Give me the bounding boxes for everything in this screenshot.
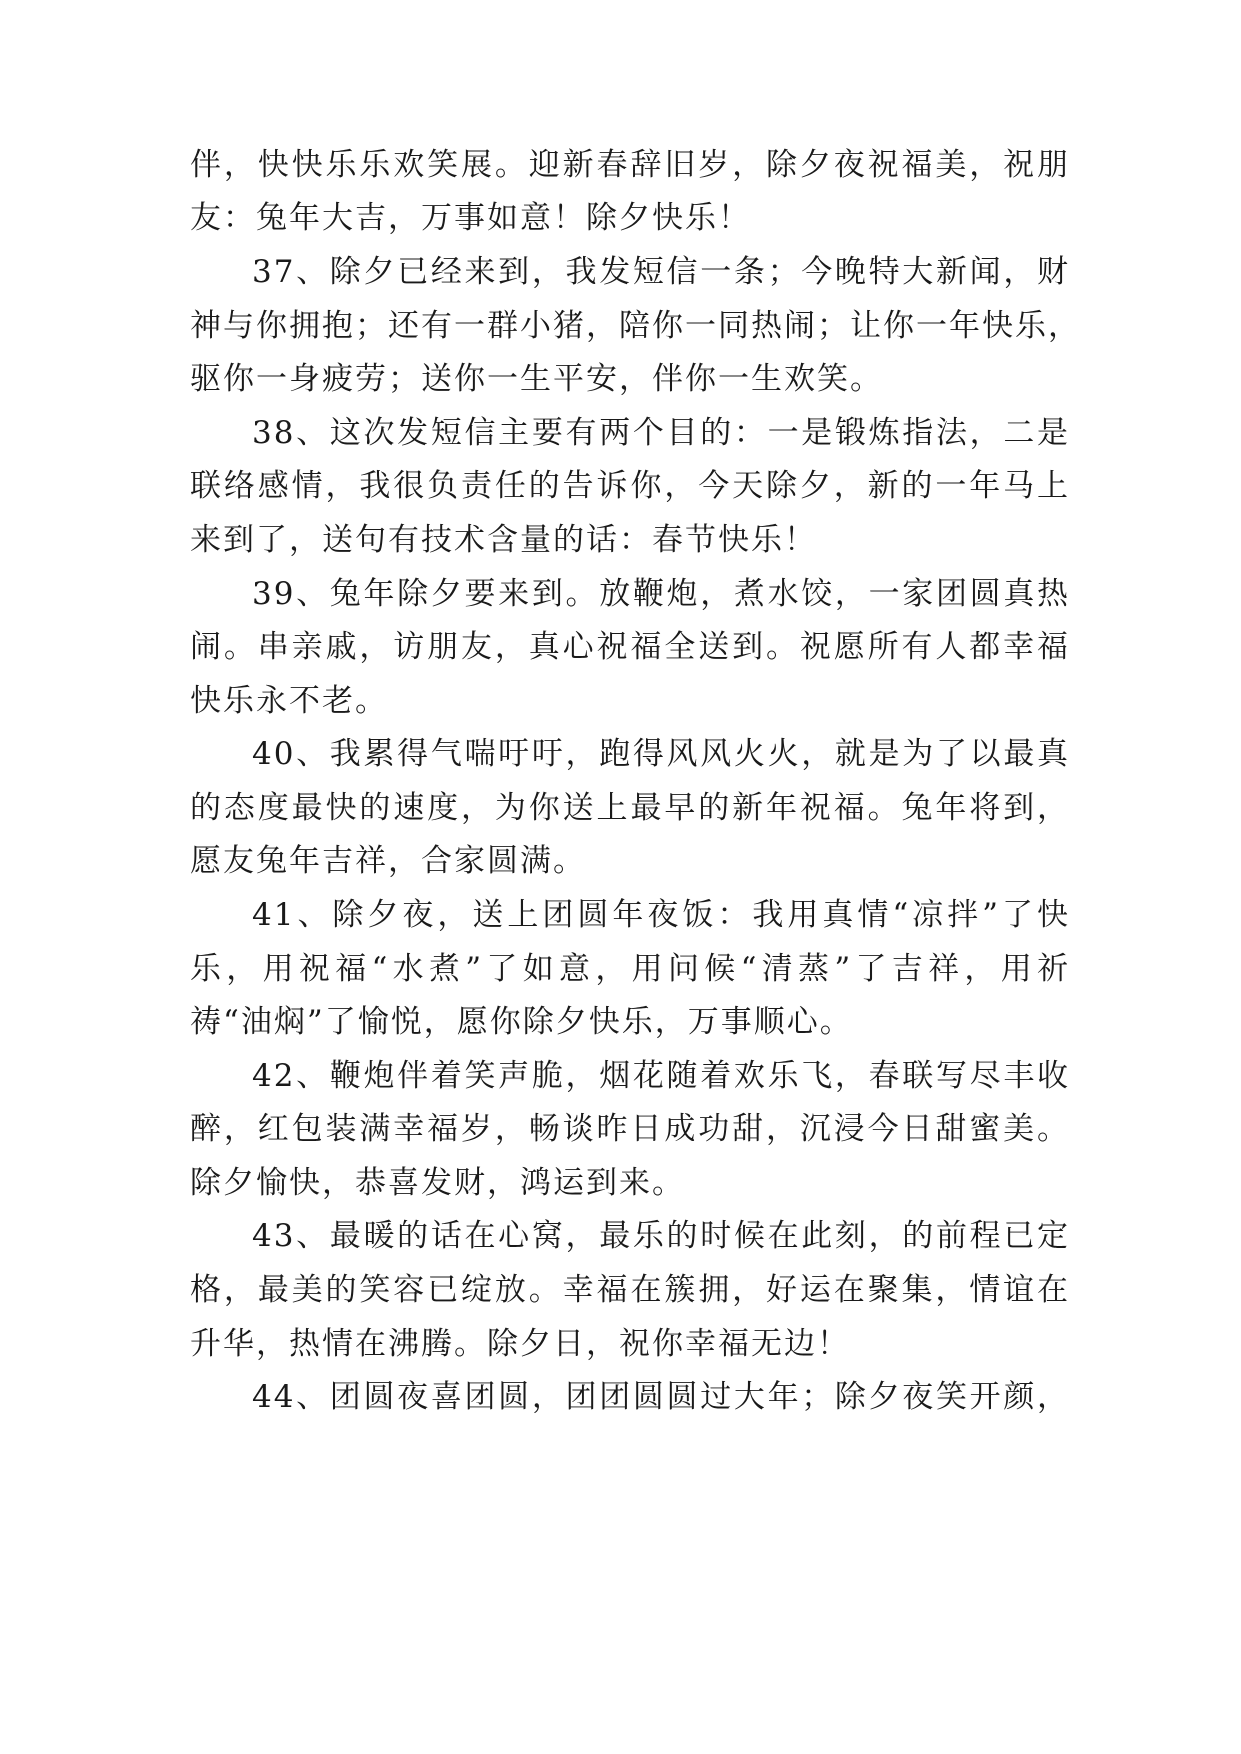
paragraph-start-41: 41、除夕夜，送上团圆年夜饭：我用真情“凉拌”了快	[252, 897, 1070, 933]
text-line: 快乐永不老。	[190, 683, 388, 719]
paragraph-start-39: 39、兔年除夕要来到。放鞭炮，煮水饺，一家团圆真热	[252, 576, 1070, 612]
paragraph-start-40: 40、我累得气喘吁吁，跑得风风火火，就是为了以最真	[252, 736, 1070, 772]
text-line: 乐，用祝福“水煮”了如意，用问候“清蒸”了吉祥，用祈	[190, 951, 1070, 987]
text-line: 伴，快快乐乐欢笑展。迎新春辞旧岁，除夕夜祝福美，祝朋	[190, 147, 1070, 183]
paragraph-start-37: 37、除夕已经来到，我发短信一条；今晚特大新闻，财	[252, 254, 1070, 290]
paragraph-start-42: 42、鞭炮伴着笑声脆，烟花随着欢乐飞，春联写尽丰收	[252, 1058, 1070, 1094]
text-line: 祷“油焖”了愉悦，愿你除夕快乐，万事顺心。	[190, 1004, 853, 1040]
paragraph-start-38: 38、这次发短信主要有两个目的：一是锻炼指法，二是	[252, 415, 1070, 451]
text-line: 来到了，送句有技术含量的话：春节快乐！	[190, 522, 817, 558]
text-line: 友：兔年大吉，万事如意！除夕快乐！	[190, 200, 751, 236]
text-line: 闹。串亲戚，访朋友，真心祝福全送到。祝愿所有人都幸福	[190, 629, 1070, 665]
text-line: 联络感情，我很负责任的告诉你，今天除夕，新的一年马上	[190, 468, 1070, 504]
text-line: 驱你一身疲劳；送你一生平安，伴你一生欢笑。	[190, 361, 883, 397]
paragraph-start-43: 43、最暖的话在心窝，最乐的时候在此刻，的前程已定	[252, 1218, 1070, 1254]
paragraph-start-44: 44、团圆夜喜团圆，团团圆圆过大年；除夕夜笑开颜，	[252, 1379, 1070, 1415]
text-line: 神与你拥抱；还有一群小猪，陪你一同热闹；让你一年快乐，	[190, 308, 1081, 344]
text-line: 醉，红包装满幸福岁，畅谈昨日成功甜，沉浸今日甜蜜美。	[190, 1111, 1070, 1147]
text-line: 升华，热情在沸腾。除夕日，祝你幸福无边！	[190, 1326, 850, 1362]
text-line: 格，最美的笑容已绽放。幸福在簇拥，好运在聚集，情谊在	[190, 1272, 1070, 1308]
text-line: 的态度最快的速度，为你送上最早的新年祝福。兔年将到，	[190, 790, 1070, 826]
text-line: 除夕愉快，恭喜发财，鸿运到来。	[190, 1165, 685, 1201]
text-line: 愿友兔年吉祥，合家圆满。	[190, 843, 586, 879]
